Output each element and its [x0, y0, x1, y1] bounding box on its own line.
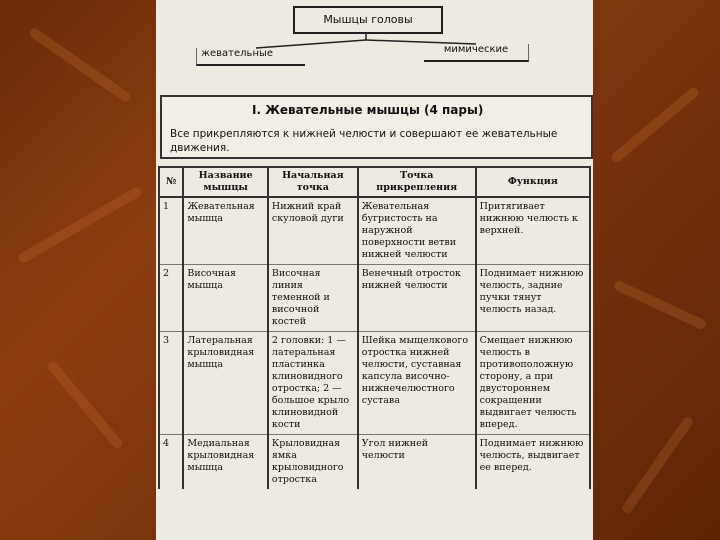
diagram-branch-masticatory: жевательные [196, 48, 305, 66]
cell-name: Жевательная мышца [183, 197, 268, 265]
diagram-branch-facial: мимические [424, 44, 529, 62]
table-header-row [159, 167, 590, 197]
cell-insertion: Угол нижней челюсти [358, 435, 476, 490]
cell-function: Смещает нижнюю челюсть в противоположную сторону, а при двустороннем сокращении выдвигает челюсть вперед. [476, 332, 590, 435]
muscles-table [158, 166, 591, 489]
scanned-page [156, 0, 593, 540]
cell-num: 4 [159, 435, 183, 490]
cell-name: Височная мышца [183, 265, 268, 332]
cell-function: Поднимает нижнюю челюсть, выдвигает ее вперед. [476, 435, 590, 490]
background-decoration [17, 186, 143, 265]
header-function: Функция [476, 167, 590, 197]
cell-name: Медиальная крыловидная мышца [183, 435, 268, 490]
background-decoration [620, 415, 694, 515]
cell-function: Притягивает нижнюю челюсть к верхней. [476, 197, 590, 265]
table-row [159, 265, 590, 332]
section-header [160, 95, 593, 159]
background-decoration [28, 26, 132, 103]
table-row [159, 435, 590, 490]
section-title: I. Жевательные мышцы (4 пары) [252, 103, 484, 117]
cell-origin: Височная линия теменной и височной костей [268, 265, 358, 332]
background-decoration [613, 279, 708, 330]
table-row [159, 197, 590, 265]
cell-num: 1 [159, 197, 183, 265]
cell-insertion: Шейка мыщелкового отростка нижней челюсти, суставная капсула височно-нижнечелюстного сустава [358, 332, 476, 435]
cell-num: 3 [159, 332, 183, 435]
cell-origin: Крыловидная ямка крыловидного отростка [268, 435, 358, 490]
header-num: № [159, 167, 183, 197]
cell-name: Латеральная крыловидная мышца [183, 332, 268, 435]
background-decoration [610, 86, 701, 164]
cell-origin: 2 головки: 1 — латеральная пластинка клиновидного отростка; 2 — большое крыло клиновидной кости [268, 332, 358, 435]
cell-origin: Нижний край скуловой дуги [268, 197, 358, 265]
background-decoration [46, 360, 124, 451]
section-description: Все прикрепляются к нижней челюсти и совершают ее жевательные движения. [170, 128, 558, 154]
cell-num: 2 [159, 265, 183, 332]
cell-function: Поднимает нижнюю челюсть, задние пучки тянут челюсть назад. [476, 265, 590, 332]
header-origin: Начальная точка [268, 167, 358, 197]
header-name: Название мышцы [183, 167, 268, 197]
cell-insertion: Венечный отросток нижней челюсти [358, 265, 476, 332]
diagram-title: Мышцы головы [293, 6, 443, 34]
cell-insertion: Жевательная бугристость на наружной поверхности ветви нижней челюсти [358, 197, 476, 265]
header-insertion: Точка прикрепления [358, 167, 476, 197]
table-row [159, 332, 590, 435]
